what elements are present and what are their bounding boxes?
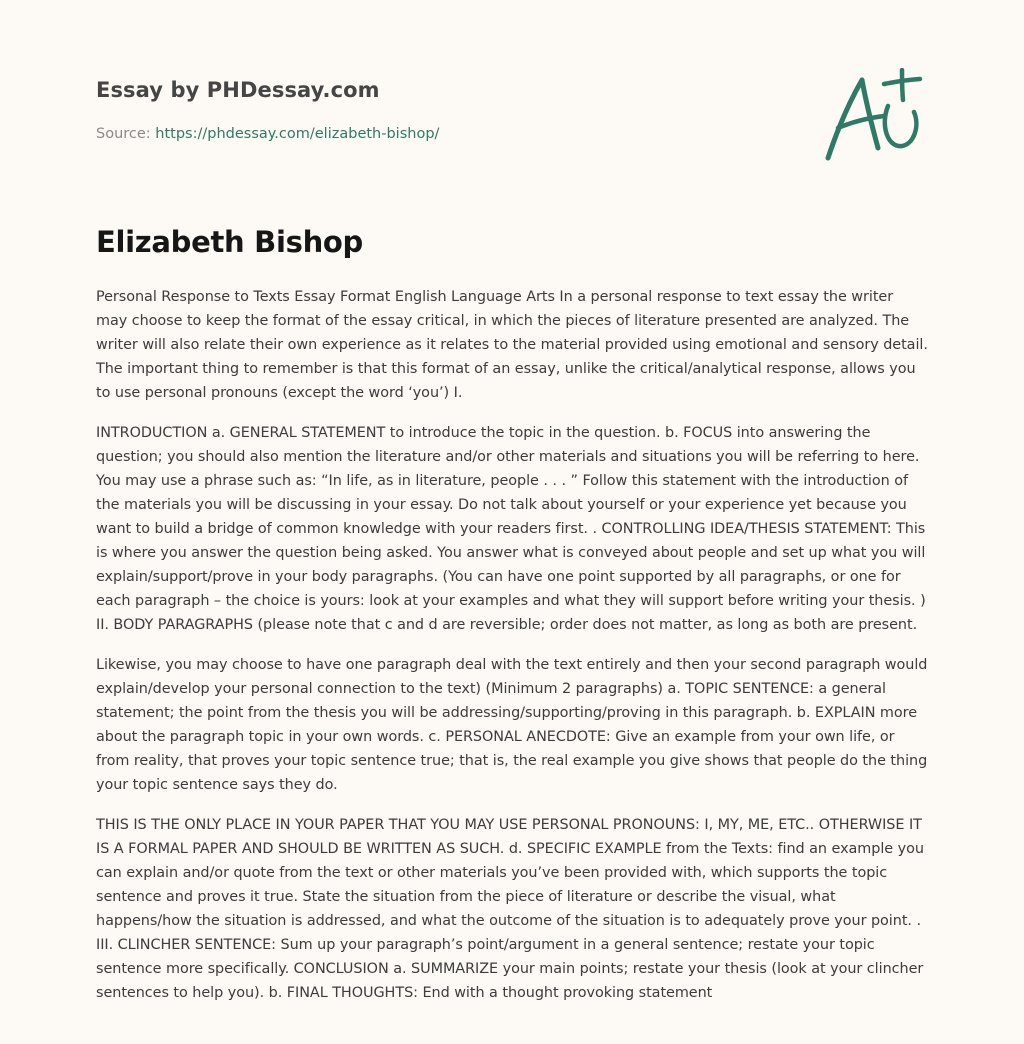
source-link[interactable]: https://phdessay.com/elizabeth-bishop/ bbox=[155, 126, 440, 142]
document-title: Elizabeth Bishop bbox=[96, 225, 364, 259]
source-line bbox=[96, 124, 796, 144]
document-body bbox=[96, 285, 928, 1021]
site-title: Essay by PHDessay.com bbox=[96, 78, 380, 102]
body-paragraph: INTRODUCTION a. GENERAL STATEMENT to introduce the topic in the question. b. FOCUS into answering the question; you should also mention the literature and/or other materials and situations you will be referring to here. You may use a phrase such as: “In life, as in literature, people . . . ” Follow this statement with the introduction of the materials you will be discussing in your essay. Do not talk about yourself or your experience yet because you want to build a bridge of common knowledge with your readers first. . CONTROLLING IDEA/THESIS STATEMENT: This is where you answer the question being asked. You answer what is conveyed about people and set up what you will explain/support/prove in your body paragraphs. (You can have one point supported by all paragraphs, or one for each paragraph – the choice is yours: look at your examples and what they will support before writing your thesis. ) II. BODY PARAGRAPHS (please note that c and d are reversible; order does not matter, as long as both are present. bbox=[96, 425, 926, 633]
body-paragraph: Personal Response to Texts Essay Format English Language Arts In a personal response to text essay the writer may choose to keep the format of the essay critical, in which the pieces of literature presented are analyzed. The writer will also relate their own experience as it relates to the material provided using emotional and sensory detail. The important thing to remember is that this format of an essay, unlike the critical/analytical response, allows you to use personal pronouns (except the word ‘you’) I. bbox=[96, 289, 928, 401]
a-plus-icon bbox=[822, 68, 926, 164]
page-header bbox=[96, 76, 796, 144]
body-paragraph: THIS IS THE ONLY PLACE IN YOUR PAPER THAT YOU MAY USE PERSONAL PRONOUNS: I, MY, ME, ETC.. OTHERWISE IT IS A FORMAL PAPER AND SHOULD BE WRITTEN AS SUCH. d. SPECIFIC EXAMPLE from the Texts: find an example you can explain and/or quote from the text or other materials you’ve been provided with, which supports the topic sentence and proves it true. State the situation from the piece of literature or describe the visual, what happens/how the situation is addressed, and what the outcome of the situation is to adequately prove your point. . III. CLINCHER SENTENCE: Sum up your paragraph’s point/argument in a general sentence; restate your topic sentence more specifically. CONCLUSION a. SUMMARIZE your main points; restate your thesis (look at your clincher sentences to help you). b. FINAL THOUGHTS: End with a thought provoking statement bbox=[96, 817, 924, 1001]
body-paragraph: Likewise, you may choose to have one paragraph deal with the text entirely and then your second paragraph would explain/develop your personal connection to the text) (Minimum 2 paragraphs) a. TOPIC SENTENCE: a general statement; the point from the thesis you will be addressing/supporting/proving in this paragraph. b. EXPLAIN more about the paragraph topic in your own words. c. PERSONAL ANECDOTE: Give an example from your own life, or from reality, that proves your topic sentence true; that is, the real example you give shows that people do the thing your topic sentence says they do. bbox=[96, 657, 928, 793]
source-label: Source: bbox=[96, 126, 156, 142]
